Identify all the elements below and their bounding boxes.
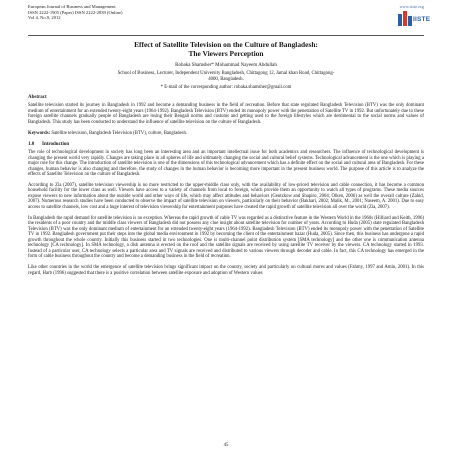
section-heading-introduction: [28, 142, 424, 147]
section-title: Introduction: [42, 142, 70, 148]
page-number: 45: [223, 443, 229, 448]
journal-info: [28, 4, 123, 21]
keywords-line: [28, 131, 424, 137]
author-affiliation: [28, 71, 424, 82]
body-paragraph-3: In Bangladesh the rapid demand for satellite television is no exception. Whereas the rapid growth of cable TV was regarded as a distinctive feature in the Western World in the 1960s (Hilliard and Keith, 1996) the residents of a poor country and the middle class viewers of Bangladesh did not possess any clue insight about satellite television for number of years. According to Huda (2005) state regulated Bangladesh Television (BTV) was the only dominant medium of entertainment for an extended twenty-eight years (1964-1992). Bangladesh Television (BTV) ended its monopoly power with the penetration of Satellite TV in 1992. Bangladesh government put their steps into the global media environment in 1992 by becoming the client of the entertainment bazar (Huda, 2005). Since then, this business has undergone a rapid growth throughout the whole country. Initially this business started in two technologies. One is multi-channel point distribution system [SMA technology] and the other one is communication antenna technology [CA technology]. In SMA technology, a dish antenna is erected on the roof and the satellite signals are received by using satellite TV receiver by the viewers. CA technology started in 1993. Instead of a particular user, CA technology selects a particular area and TV signals are received and distributed to various viewers through decoder and cable. In fact, this CA technology has emerged in the form of cable business throughout the country and become a demanding business in the field of recreation.: [28, 215, 424, 260]
paper-title-line-1: Effect of Satellite Television on the Culture of Bangladesh:: [134, 40, 318, 49]
journal-volume: Vol 4, No.9, 2012: [28, 15, 61, 21]
paper-title-line-2: The Viewers Perception: [188, 48, 264, 58]
body-paragraph-2: According to Zia (2007), satellite television viewership is no more restricted to the upper-middle class only, with the availability of low-priced television and cable connection, it has become a common household facility for the lower class as well. Viewers have access to a variety of channels from local to foreign, which provide them an opportunity to watch all types of programs. These media sources expose viewers to new information about the outside world and other ways of life, which may affect attitudes and behaviors (Gentzkow and Shapiro, 2004; Olken, 2006) as well the overall culture (Zahid, 2007). Numerous research studies have been conducted to observe the impact of satellite television on viewers, particularly on their behavior (Bakhari, 2002; Malik, M., 2001; Naseem, A. 2001). Due to easy access to satellite channels, low cost and a huge interest of television viewership for entertainment purposes have created the rapid growth of satellite television all over the world (Zia, 2007).: [28, 182, 424, 211]
corresponding-email: * E-mail of the corresponding author: robaka.shamsher@gmail.com: [160, 85, 292, 91]
paper-title: [28, 41, 424, 58]
header-divider: [28, 35, 424, 36]
body-paragraph-1: The role of technological development in society has long been an interesting area and an important intellectual issue for both academics and researchers. The influence of technological development is changing the present world very rapidly. Changes are taking place in all spheres of life and ultimately changing the social and cultural belief systems. Technological advancement is the one which is playing a major role for this change. The introduction of satellite television is one of the dimensions of this technological advancement which has a definite effect on the social and cultural area of Bangladesh. For these changes, human behavior is also changing and therefore, the study of changes in the human behavior is becoming more important in the present business world. The purpose of this article is to analyze the effects of Satellite Television on the culture of Bangladesh.: [28, 150, 424, 178]
journal-name: European Journal of Business and Management: [28, 4, 116, 9]
affiliation-line-1: School of Business, Lecturer, Independent University Bangladesh, Chittagong 12, Jamal khan Road, Chittagong-: [117, 71, 335, 77]
page-header: [28, 4, 431, 34]
keywords-text: Satellite television, Bangladesh Television (BTV), culture, Bangladesh.: [50, 130, 188, 136]
section-number: 1.0: [28, 142, 35, 148]
body-paragraph-4: Like other countries in the world the emergence of satellite television brings significant impact on the country, society and particularly on cultural mores and values (Fahmy, 1997 and Amin, 2001). In this regard, Harb (1996) suggested that there is a positive correlation between satellite exposure and adoption of Western values: [28, 264, 424, 276]
abstract-text: Satellite television started its journey in Bangladesh in 1992 and become a demanding business in the field of recreation. Before that state regulated Bangladesh Television (BTV) was the only dominant medium of entertainment for an extended twenty-eight years (1964-1992). Bangladesh Television (BTV) ended its monopoly power with the penetration of Satellite TV in 1992. But unfortunately due to these foreign satellite channels gradually people of Bangladesh are losing their Bengali norms and customs and getting used to the foreign lifestyles which are detrimental to the social norms and values of Bangladesh. This study has been conducted to understand the influence of satellite television on the culture of Bangladesh.: [28, 103, 424, 126]
publisher-url[interactable]: www.iiste.org: [399, 4, 424, 9]
keywords-label: Keywords:: [28, 130, 51, 136]
publisher-logo-block: [398, 4, 431, 32]
abstract-heading: Abstract: [28, 95, 47, 101]
logo-text: IISTE: [413, 16, 431, 23]
journal-issn: ISSN 2222-1905 (Paper) ISSN 2222-2839 (Online): [28, 9, 123, 15]
author-list: Robaka Shamsher* Mohammad Nayeem Abdullah: [175, 63, 277, 69]
affiliation-line-2: 4000, Bangladesh.: [208, 76, 244, 82]
iiste-logo-icon: [398, 11, 431, 27]
